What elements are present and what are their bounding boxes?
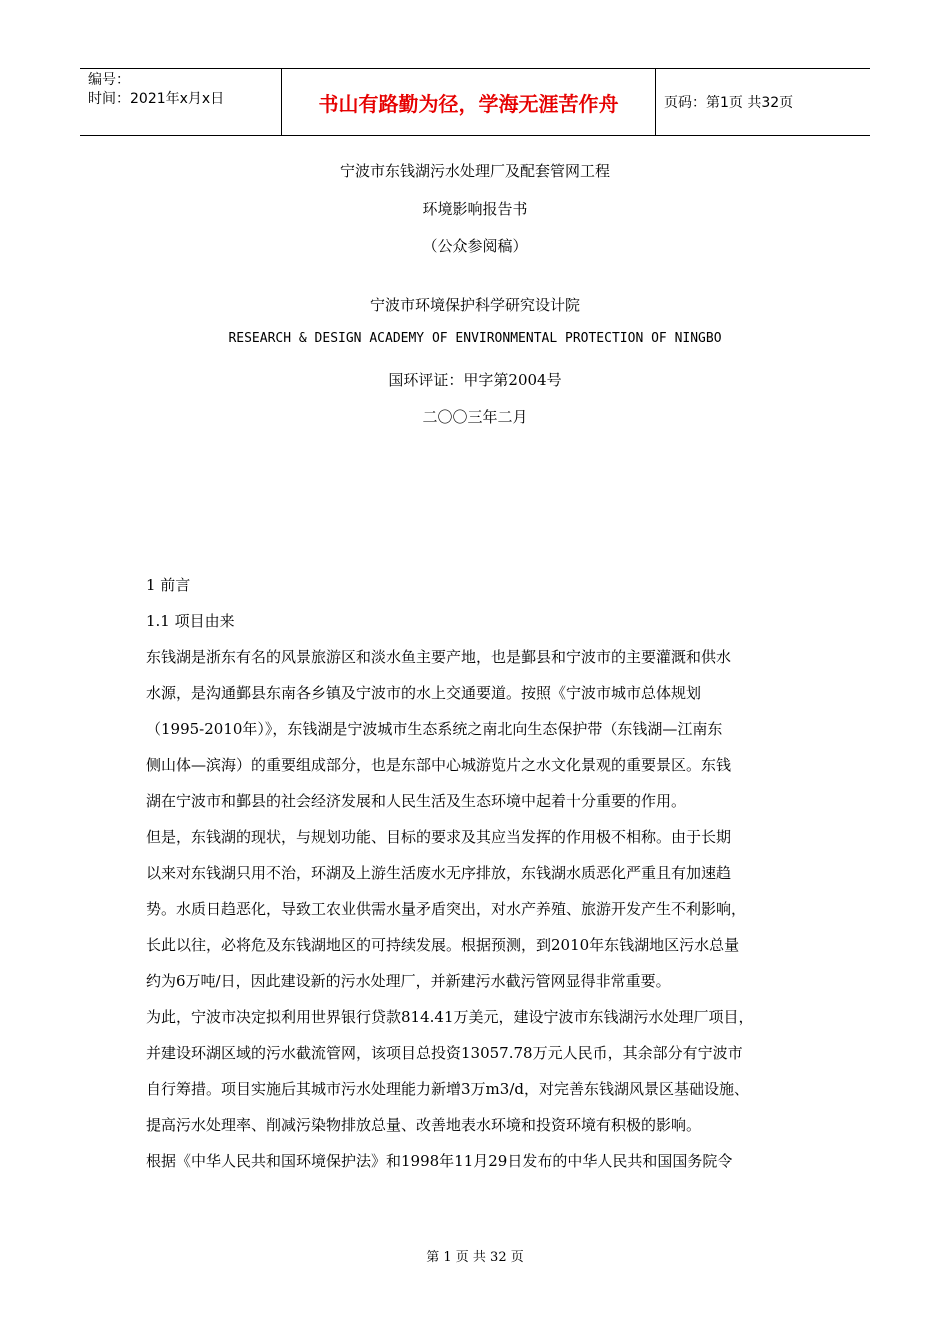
- body-line: 侧山体—滨海）的重要组成部分，也是东部中心城游览片之水文化景观的重要景区。东钱: [146, 756, 732, 774]
- org-name-cn: 宁波市环境保护科学研究设计院: [369, 296, 580, 314]
- report-body: [146, 567, 816, 1179]
- page-footer: 第 1 页 共 32 页: [426, 1250, 524, 1265]
- body-line: 势。水质日趋恶化，导致工农业供需水量矛盾突出，对水产养殖、旅游开发产生不利影响，: [146, 900, 747, 918]
- document-header: [80, 68, 870, 136]
- body-line: 提高污水处理率、削减污染物排放总量、改善地表水环境和投资环境有积极的影响。: [146, 1116, 702, 1134]
- body-line: 根据《中华人民共和国环境保护法》和1998年11月29日发布的中华人民共和国国务院令: [146, 1152, 733, 1170]
- license-number: 国环评证：甲字第2004号: [388, 371, 562, 389]
- subsection-heading: 1.1 项目由来: [146, 612, 235, 630]
- report-edition: （公众参阅稿）: [422, 237, 528, 255]
- body-line: 为此，宁波市决定拟利用世界银行贷款814.41万美元，建设宁波市东钱湖污水处理厂项目，: [146, 1008, 754, 1026]
- org-name-en: RESEARCH & DESIGN ACADEMY OF ENVIRONMENTAL PROTECTION OF NINGBO: [228, 331, 722, 346]
- report-subtitle: 环境影响报告书: [422, 200, 528, 218]
- report-date: 二〇〇三年二月: [422, 408, 528, 426]
- body-line: 自行筹措。项目实施后其城市污水处理能力新增3万m3/d，对完善东钱湖风景区基础设施、: [146, 1080, 749, 1098]
- section-heading: 1 前言: [146, 576, 191, 594]
- body-line: 约为6万吨/日，因此建设新的污水处理厂，并新建污水截污管网显得非常重要。: [146, 972, 671, 990]
- body-line: 以来对东钱湖只用不治，环湖及上游生活废水无序排放，东钱湖水质恶化严重且有加速趋: [146, 864, 732, 882]
- header-page-code: 页码：第1页 共32页: [664, 95, 794, 111]
- body-line: 但是，东钱湖的现状，与规划功能、目标的要求及其应当发挥的作用极不相称。由于长期: [146, 828, 732, 846]
- header-motto: 书山有路勤为径，学海无涯苦作舟: [281, 69, 656, 135]
- body-line: 长此以往，必将危及东钱湖地区的可持续发展。根据预测，到2010年东钱湖地区污水总量: [146, 936, 740, 954]
- report-title: 宁波市东钱湖污水处理厂及配套管网工程: [339, 162, 610, 180]
- doc-number-label: 编号：: [88, 72, 130, 88]
- body-line: 东钱湖是浙东有名的风景旅游区和淡水鱼主要产地，也是鄞县和宁波市的主要灌溉和供水: [146, 648, 732, 666]
- body-line: （1995-2010年）》，东钱湖是宁波城市生态系统之南北向生态保护带（东钱湖—江南东: [146, 720, 723, 738]
- header-meta: [80, 69, 281, 135]
- doc-time-label: 时间：2021年x月x日: [88, 91, 225, 107]
- body-line: 水源，是沟通鄞县东南各乡镇及宁波市的水上交通要道。按照《宁波市城市总体规划: [146, 684, 702, 702]
- body-line: 湖在宁波市和鄞县的社会经济发展和人民生活及生态环境中起着十分重要的作用。: [146, 792, 687, 810]
- body-line: 并建设环湖区域的污水截流管网，该项目总投资13057.78万元人民币，其余部分有宁波市: [146, 1044, 743, 1062]
